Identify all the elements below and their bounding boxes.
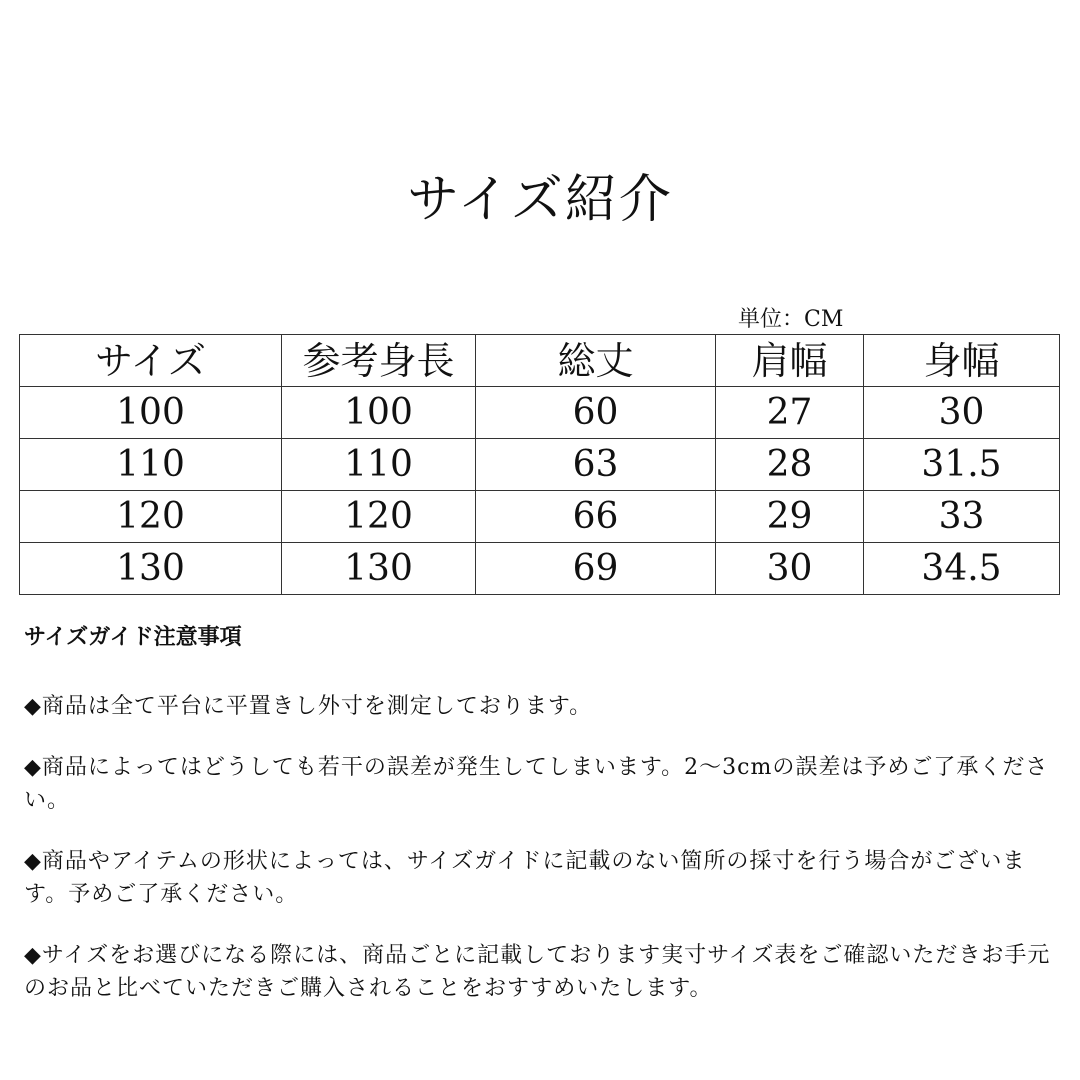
cell-body-width: 33	[864, 491, 1060, 543]
cell-body-width: 34.5	[864, 543, 1060, 595]
cell-total-length: 63	[476, 439, 716, 491]
note-item: ◆商品やアイテムの形状によっては、サイズガイドに記載のない箇所の採寸を行う場合がございます。予めご了承ください。	[24, 849, 1026, 907]
header-body-width: 身幅	[864, 335, 1060, 387]
cell-reference-height: 130	[282, 543, 476, 595]
table-row	[20, 543, 1060, 595]
header-reference-height: 参考身長	[282, 335, 476, 387]
cell-shoulder-width: 28	[716, 439, 864, 491]
cell-body-width: 30	[864, 387, 1060, 439]
unit-label: 単位：CM	[738, 307, 844, 332]
cell-reference-height: 100	[282, 387, 476, 439]
note-item: ◆サイズをお選びになる際には、商品ごとに記載しております実寸サイズ表をご確認いただきお手元のお品と比べていただきご購入されることをおすすめいたします。	[24, 943, 1051, 1001]
note-item: ◆商品は全て平台に平置きし外寸を測定しております。	[24, 694, 593, 719]
cell-size: 130	[20, 543, 282, 595]
table-header-row	[20, 335, 1060, 387]
cell-reference-height: 110	[282, 439, 476, 491]
cell-body-width: 31.5	[864, 439, 1060, 491]
cell-shoulder-width: 29	[716, 491, 864, 543]
cell-shoulder-width: 27	[716, 387, 864, 439]
cell-total-length: 66	[476, 491, 716, 543]
cell-reference-height: 120	[282, 491, 476, 543]
header-shoulder-width: 肩幅	[716, 335, 864, 387]
table-row	[20, 387, 1060, 439]
cell-size: 110	[20, 439, 282, 491]
size-guide-notes	[24, 618, 1064, 1033]
cell-total-length: 60	[476, 387, 716, 439]
cell-size: 100	[20, 387, 282, 439]
header-size: サイズ	[20, 335, 282, 387]
cell-total-length: 69	[476, 543, 716, 595]
size-table	[19, 334, 1060, 595]
table-row	[20, 439, 1060, 491]
note-item: ◆商品によってはどうしても若干の誤差が発生してしまいます。2～3cmの誤差は予めご了承ください。	[24, 755, 1049, 813]
header-total-length: 総丈	[476, 335, 716, 387]
page-title: サイズ紹介	[407, 170, 673, 230]
table-row	[20, 491, 1060, 543]
cell-shoulder-width: 30	[716, 543, 864, 595]
notes-heading: サイズガイド注意事項	[24, 625, 242, 650]
cell-size: 120	[20, 491, 282, 543]
